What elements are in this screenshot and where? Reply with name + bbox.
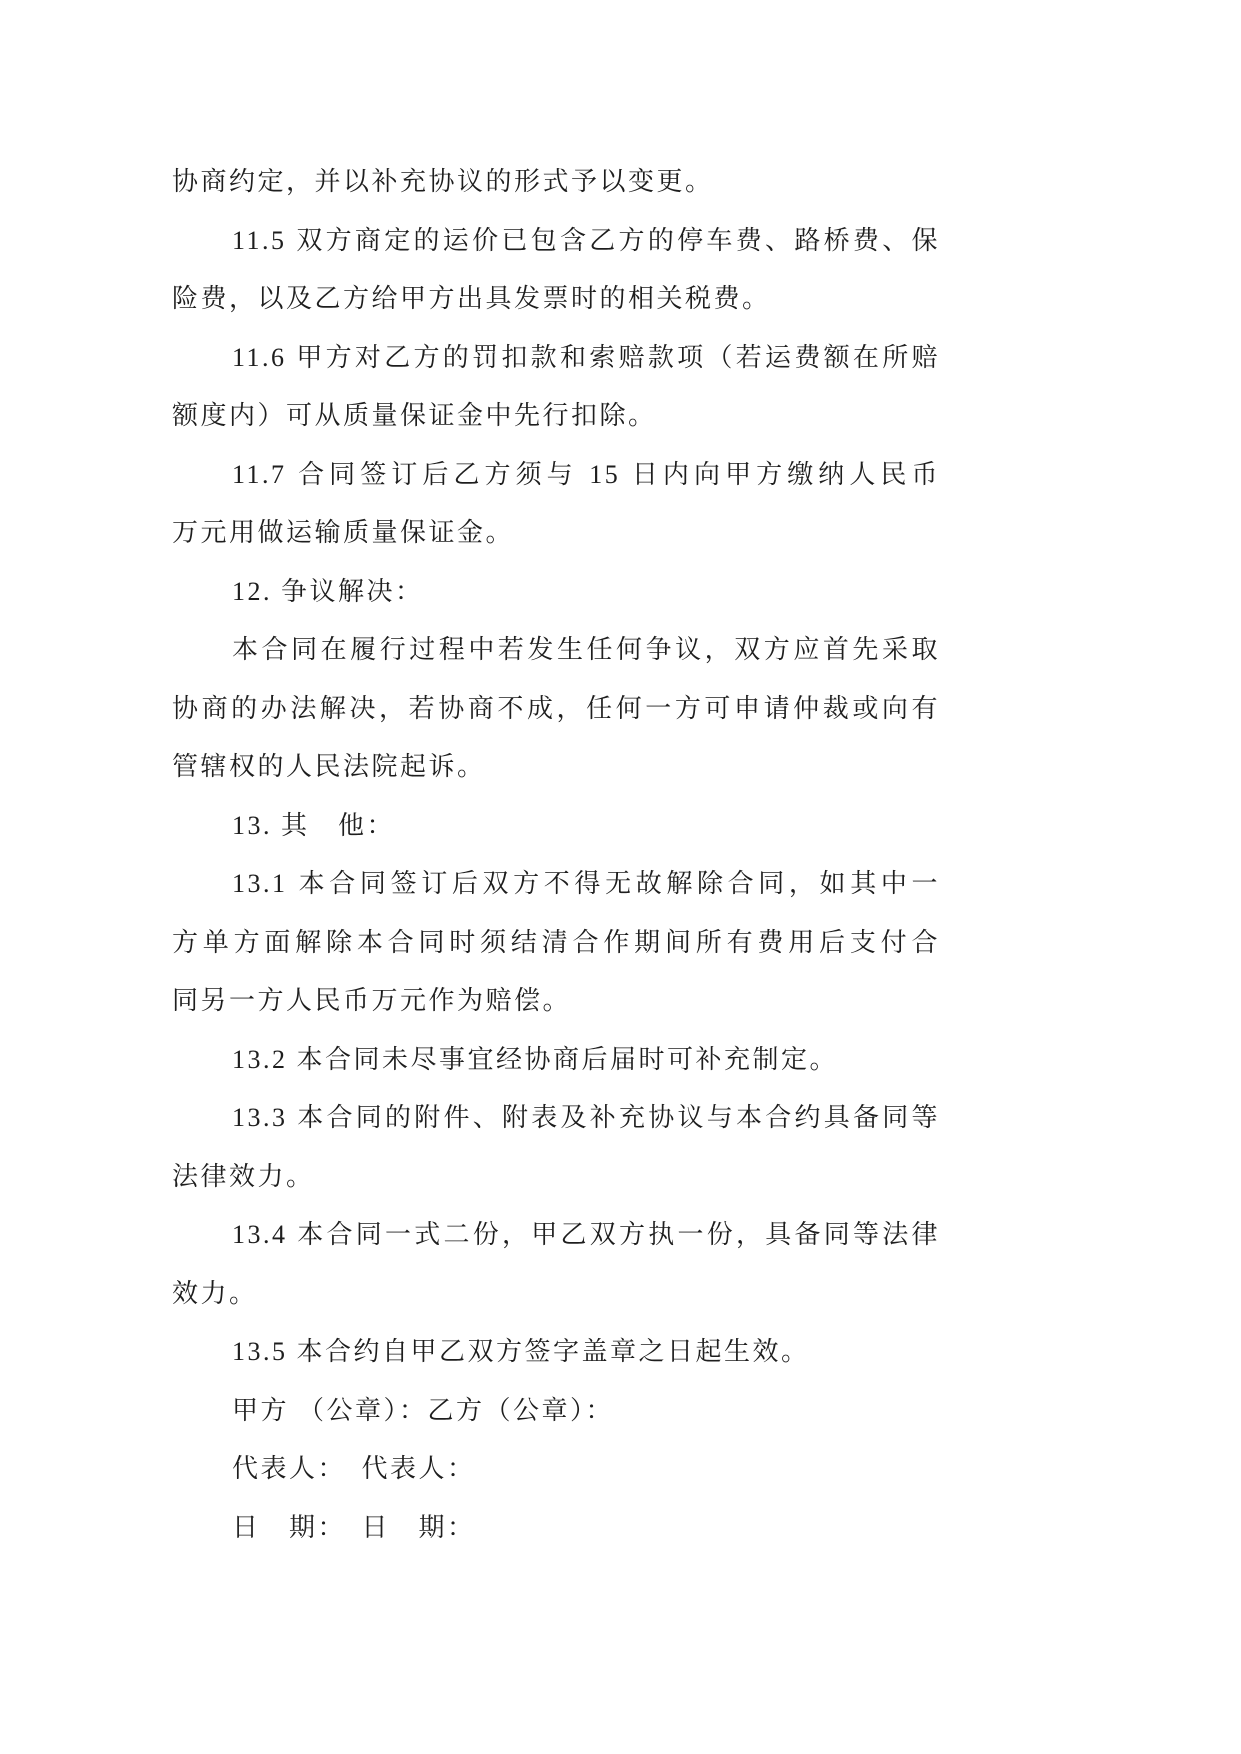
clause-11-7 bbox=[172, 446, 940, 563]
paragraph-line: 协商的办法解决，若协商不成，任何一方可申请仲裁或向有 bbox=[172, 693, 940, 723]
clause-11-6 bbox=[172, 329, 940, 446]
paragraph-line: 管辖权的人民法院起诉。 bbox=[172, 752, 486, 781]
paragraph-line: 13.4 本合同一式二份，甲乙双方执一份，具备同等法律 bbox=[232, 1220, 940, 1249]
paragraph-line: 额度内）可从质量保证金中先行扣除。 bbox=[172, 401, 657, 430]
clause-12-body bbox=[172, 621, 940, 797]
signature-party-line: 甲方 （公章）：乙方（公章）： bbox=[232, 1395, 615, 1425]
clause-13-2 bbox=[172, 1031, 940, 1090]
clause-13-3 bbox=[172, 1089, 940, 1206]
paragraph-line: 11.6 甲方对乙方的罚扣款和索赔款项（若运费额在所赔 bbox=[232, 342, 940, 372]
signature-date-line: 日 期： 日 期： bbox=[232, 1512, 476, 1542]
paragraph-line: 效力。 bbox=[172, 1278, 258, 1308]
signature-representative-line: 代表人： 代表人： bbox=[232, 1454, 476, 1483]
paragraph-line: 13.2 本合同未尽事宜经协商后届时可补充制定。 bbox=[232, 1044, 839, 1074]
paragraph-continuation bbox=[172, 153, 940, 212]
document-body bbox=[172, 153, 940, 1557]
section-12-heading bbox=[172, 563, 940, 622]
section-heading: 13. 其 他： bbox=[232, 810, 396, 840]
clause-13-4 bbox=[172, 1206, 940, 1323]
paragraph-line: 协商约定，并以补充协议的形式予以变更。 bbox=[172, 167, 714, 196]
paragraph-line: 方单方面解除本合同时须结清合作期间所有费用后支付合 bbox=[172, 927, 940, 957]
clause-13-1 bbox=[172, 855, 940, 1031]
paragraph-line: 13.1 本合同签订后双方不得无故解除合同，如其中一 bbox=[232, 869, 940, 898]
section-13-heading bbox=[172, 797, 940, 856]
paragraph-line: 11.7 合同签订后乙方须与 15 日内向甲方缴纳人民币 bbox=[232, 459, 940, 489]
section-heading: 12. 争议解决： bbox=[232, 576, 424, 606]
paragraph-line: 同另一方人民币万元作为赔偿。 bbox=[172, 986, 572, 1015]
paragraph-line: 险费，以及乙方给甲方出具发票时的相关税费。 bbox=[172, 284, 771, 313]
paragraph-line: 法律效力。 bbox=[172, 1161, 315, 1191]
paragraph-line: 13.5 本合约自甲乙双方签字盖章之日起生效。 bbox=[232, 1337, 810, 1366]
clause-13-5 bbox=[172, 1323, 940, 1382]
signature-block bbox=[172, 1382, 940, 1558]
paragraph-line: 本合同在履行过程中若发生任何争议，双方应首先采取 bbox=[232, 635, 940, 664]
paragraph-line: 11.5 双方商定的运价已包含乙方的停车费、路桥费、保 bbox=[232, 225, 940, 255]
paragraph-line: 万元用做运输质量保证金。 bbox=[172, 518, 515, 547]
clause-11-5 bbox=[172, 212, 940, 329]
paragraph-line: 13.3 本合同的附件、附表及补充协议与本合约具备同等 bbox=[232, 1103, 940, 1132]
